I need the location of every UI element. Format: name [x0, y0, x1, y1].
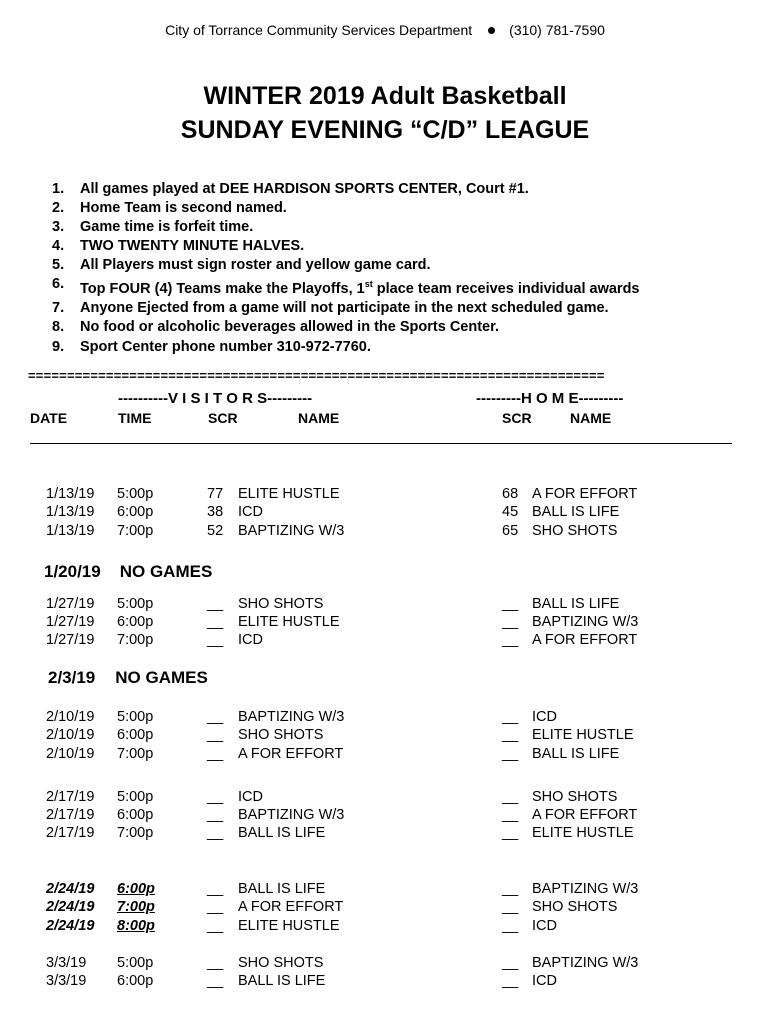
rule-item: 9. Sport Center phone number 310-972-7760.: [52, 338, 371, 355]
column-header-time: TIME: [118, 410, 152, 426]
game-time: 7:00p: [117, 746, 154, 762]
visitor-score: __: [207, 918, 224, 934]
home-score: __: [502, 789, 519, 805]
game-date: 1/27/19: [46, 614, 95, 630]
no-games-label: NO GAMES: [119, 562, 213, 581]
column-header-visitor-score: SCR: [208, 410, 238, 426]
game-date: 1/13/19: [46, 523, 95, 539]
page-title: WINTER 2019 Adult Basketball: [203, 82, 567, 110]
game-time: 7:00p: [117, 899, 155, 915]
bullet-dot-icon: [488, 27, 495, 34]
game-date: 1/27/19: [46, 596, 95, 612]
rules-list: [52, 180, 640, 357]
home-team: BALL IS LIFE: [532, 746, 620, 762]
visitor-score: 38: [207, 504, 224, 520]
visitor-score: __: [207, 955, 224, 971]
home-score: 45: [502, 504, 519, 520]
visitor-score: __: [207, 899, 224, 915]
rule-item: 8. No food or alcoholic beverages allowed in the Sports Center.: [52, 319, 499, 336]
game-date: 2/24/19: [46, 918, 95, 934]
visitor-score: __: [207, 709, 224, 725]
column-header-home-name: NAME: [570, 410, 612, 426]
visitor-team: SHO SHOTS: [238, 955, 324, 971]
home-score: __: [502, 825, 519, 841]
game-date: 2/17/19: [46, 825, 95, 841]
rule-item: 7. Anyone Ejected from a game will not participate in the next scheduled game.: [52, 300, 609, 317]
visitor-score: __: [207, 614, 224, 630]
home-score: __: [502, 632, 519, 648]
rule-item: 5. All Players must sign roster and yellow game card.: [52, 257, 431, 274]
home-score: 65: [502, 523, 519, 539]
game-time: 7:00p: [117, 523, 154, 539]
game-time: 6:00p: [117, 727, 154, 743]
visitor-score: __: [207, 789, 224, 805]
visitor-team: ELITE HUSTLE: [238, 918, 340, 934]
visitor-team: SHO SHOTS: [238, 596, 324, 612]
visitor-team: BALL IS LIFE: [238, 881, 326, 897]
department-header: [0, 22, 770, 38]
visitor-score: __: [207, 746, 224, 762]
home-team: SHO SHOTS: [532, 523, 618, 539]
game-time: 5:00p: [117, 596, 154, 612]
home-team: ICD: [532, 918, 557, 934]
game-date: 2/24/19: [46, 899, 95, 915]
home-score: __: [502, 899, 519, 915]
home-heading: ---------H O M E---------: [476, 390, 624, 407]
column-header-home-score: SCR: [502, 410, 532, 426]
home-team: ICD: [532, 973, 557, 989]
visitor-score: __: [207, 973, 224, 989]
game-date: 1/13/19: [46, 486, 95, 502]
visitor-score: __: [207, 881, 224, 897]
home-team: BAPTIZING W/3: [532, 955, 639, 971]
visitor-team: ICD: [238, 632, 263, 648]
visitor-team: BAPTIZING W/3: [238, 523, 345, 539]
visitor-team: BALL IS LIFE: [238, 973, 326, 989]
home-team: BAPTIZING W/3: [532, 881, 639, 897]
game-time: 6:00p: [117, 807, 154, 823]
visitor-team: BALL IS LIFE: [238, 825, 326, 841]
home-team: A FOR EFFORT: [532, 486, 638, 502]
home-team: SHO SHOTS: [532, 899, 618, 915]
home-team: A FOR EFFORT: [532, 807, 638, 823]
game-time: 5:00p: [117, 955, 154, 971]
home-score: __: [502, 881, 519, 897]
home-score: __: [502, 955, 519, 971]
home-score: __: [502, 746, 519, 762]
no-games-row: [44, 562, 212, 582]
game-time: 5:00p: [117, 709, 154, 725]
game-date: 2/10/19: [46, 746, 95, 762]
department-name: City of Torrance Community Services Department: [165, 22, 473, 38]
visitor-score: __: [207, 596, 224, 612]
rule-item: 3. Game time is forfeit time.: [52, 219, 254, 236]
game-time: 8:00p: [117, 918, 155, 934]
game-date: 2/17/19: [46, 807, 95, 823]
visitor-team: ELITE HUSTLE: [238, 614, 340, 630]
home-score: __: [502, 709, 519, 725]
game-time: 6:00p: [117, 881, 155, 897]
rule-item: 4. TWO TWENTY MINUTE HALVES.: [52, 238, 305, 255]
game-time: 5:00p: [117, 789, 154, 805]
department-phone: (310) 781-7590: [509, 22, 605, 38]
rule-item: 2. Home Team is second named.: [52, 200, 287, 217]
game-time: 7:00p: [117, 632, 154, 648]
game-date: 2/24/19: [46, 881, 95, 897]
home-score: __: [502, 973, 519, 989]
game-time: 5:00p: [117, 486, 154, 502]
home-team: ICD: [532, 709, 557, 725]
home-team: BALL IS LIFE: [532, 596, 620, 612]
home-score: __: [502, 727, 519, 743]
no-games-date: 2/3/19: [48, 668, 96, 687]
header-underline: [30, 443, 732, 444]
home-team: A FOR EFFORT: [532, 632, 638, 648]
game-date: 3/3/19: [46, 955, 87, 971]
visitor-team: A FOR EFFORT: [238, 899, 344, 915]
home-team: SHO SHOTS: [532, 789, 618, 805]
home-team: ELITE HUSTLE: [532, 727, 634, 743]
home-score: __: [502, 807, 519, 823]
game-time: 7:00p: [117, 825, 154, 841]
visitor-team: SHO SHOTS: [238, 727, 324, 743]
game-time: 6:00p: [117, 614, 154, 630]
visitor-score: __: [207, 807, 224, 823]
home-team: ELITE HUSTLE: [532, 825, 634, 841]
visitor-score: __: [207, 825, 224, 841]
game-date: 2/10/19: [46, 727, 95, 743]
game-date: 2/17/19: [46, 789, 95, 805]
column-header-date: DATE: [30, 410, 68, 426]
visitor-team: ICD: [238, 504, 263, 520]
visitor-team: ELITE HUSTLE: [238, 486, 340, 502]
game-date: 1/27/19: [46, 632, 95, 648]
game-date: 3/3/19: [46, 973, 87, 989]
visitor-team: BAPTIZING W/3: [238, 807, 345, 823]
visitors-heading: ----------V I S I T O R S---------: [118, 390, 313, 407]
visitor-team: A FOR EFFORT: [238, 746, 344, 762]
home-team: BALL IS LIFE: [532, 504, 620, 520]
game-time: 6:00p: [117, 504, 154, 520]
rule-item: 6. Top FOUR (4) Teams make the Playoffs, 1st place team receives individual awards: [52, 276, 640, 298]
home-team: BAPTIZING W/3: [532, 614, 639, 630]
game-date: 1/13/19: [46, 504, 95, 520]
rule-item: 1. All games played at DEE HARDISON SPORTS CENTER, Court #1.: [52, 181, 529, 197]
column-header-visitor-name: NAME: [298, 410, 340, 426]
visitor-score: 52: [207, 523, 224, 539]
home-score: 68: [502, 486, 519, 502]
no-games-date: 1/20/19: [44, 562, 101, 581]
home-score: __: [502, 596, 519, 612]
home-score: __: [502, 614, 519, 630]
game-time: 6:00p: [117, 973, 154, 989]
home-score: __: [502, 918, 519, 934]
no-games-row: [48, 668, 208, 688]
page-subtitle: SUNDAY EVENING “C/D” LEAGUE: [180, 116, 590, 144]
visitor-team: ICD: [238, 789, 263, 805]
visitor-score: __: [207, 727, 224, 743]
separator-line: ==========================================================================: [28, 368, 605, 383]
no-games-label: NO GAMES: [115, 668, 208, 687]
game-date: 2/10/19: [46, 709, 95, 725]
visitor-score: __: [207, 632, 224, 648]
visitor-score: 77: [207, 486, 224, 502]
visitor-team: BAPTIZING W/3: [238, 709, 345, 725]
